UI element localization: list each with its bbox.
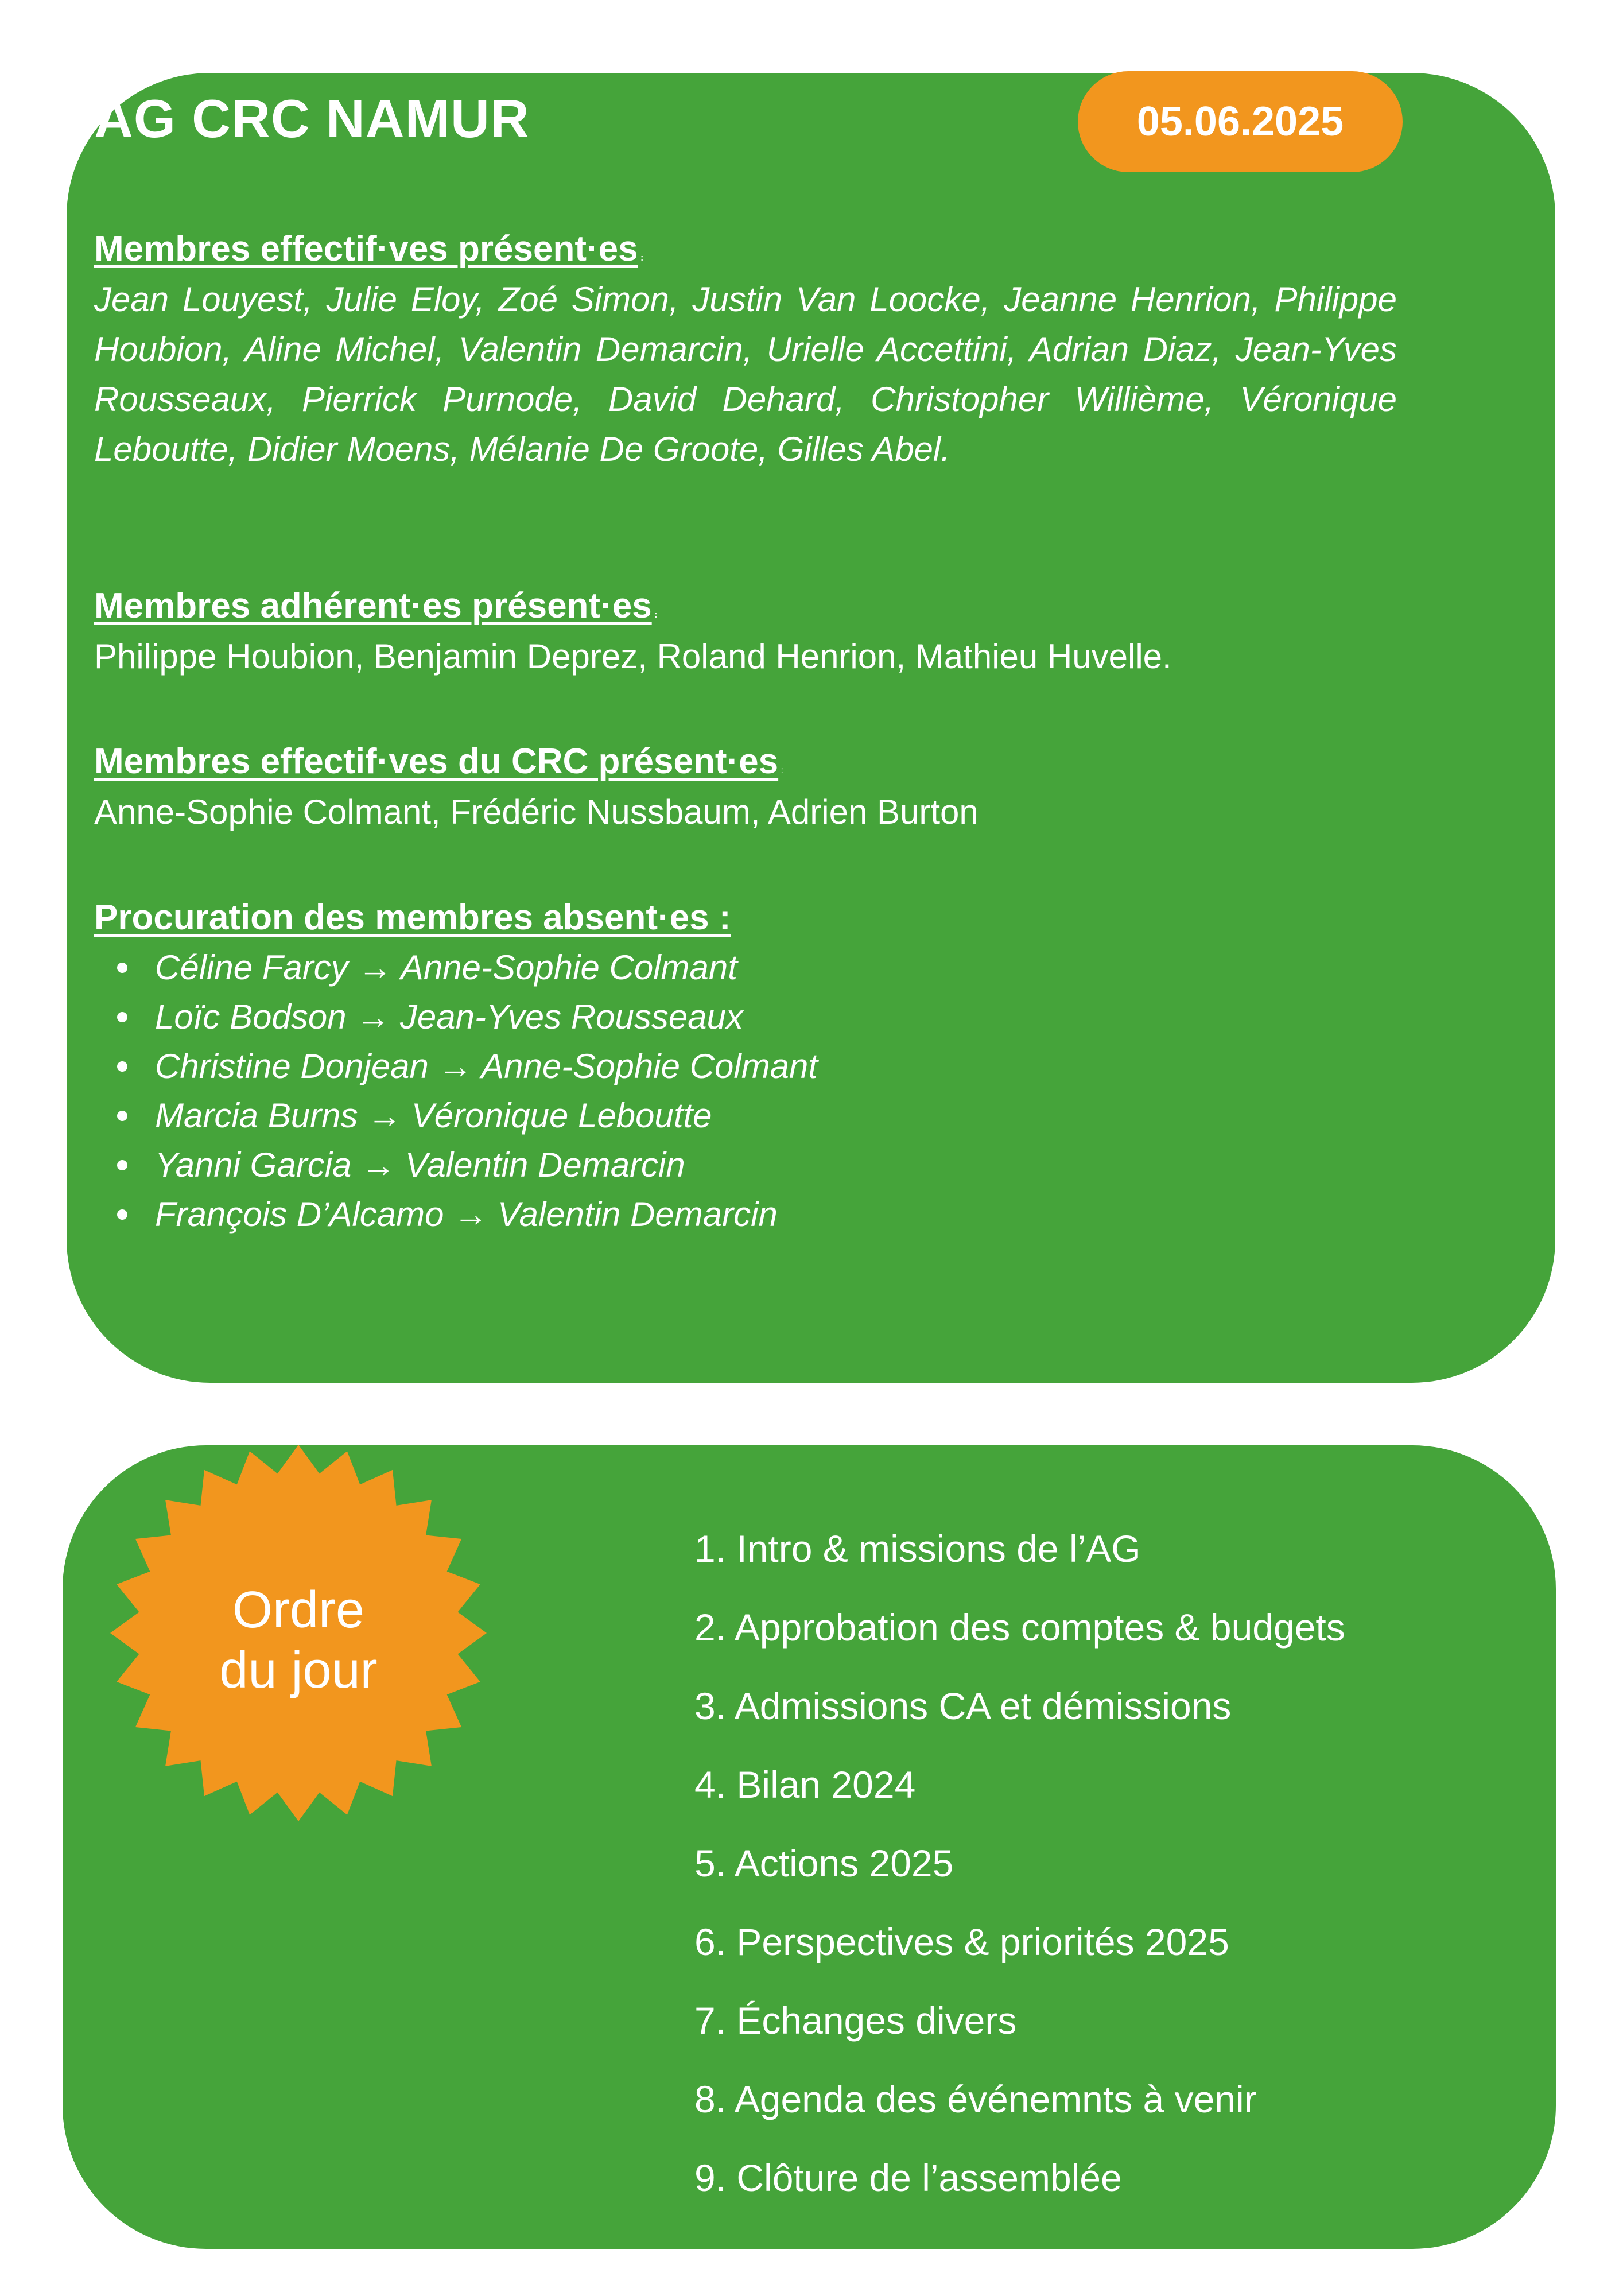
date-badge: 05.06.2025 [1078,71,1403,172]
list-item [94,1042,1397,1091]
list-item [94,1190,1397,1239]
bullet-icon [117,1160,127,1170]
section-heading: Membres effectif·ves présent·es [94,229,638,269]
section-membres-effectifs [94,224,1397,474]
proxy-list [94,943,1397,1239]
proxy-to: Anne-Sophie Colmant [400,948,737,987]
arrow-right-icon: → [358,948,393,987]
bullet-icon [117,1012,127,1022]
agenda-item: 5. Actions 2025 [694,1842,954,1884]
agenda-list [694,1510,1345,2217]
member-names: Philippe Houbion, Benjamin Deprez, Roland Henrion, Mathieu Huvelle. [94,637,1172,676]
agenda-item: 8. Agenda des événemnts à venir [694,2078,1257,2120]
list-item [94,992,1397,1042]
bullet-icon [117,1061,127,1072]
heading-colon: : [651,610,658,620]
proxy-from: Christine Donjean [155,1047,429,1085]
arrow-right-icon: → [453,1195,488,1234]
section-heading: Membres effectif·ves du CRC présent·es [94,742,779,781]
list-item [94,1141,1397,1190]
bullet-icon [117,1209,127,1220]
section-membres-adherents [94,581,1397,681]
agenda-item: 3. Admissions CA et démissions [694,1685,1232,1727]
arrow-right-icon: → [367,1096,402,1135]
agenda-item: 6. Perspectives & priorités 2025 [694,1921,1229,1963]
proxy-to: Véronique Leboutte [411,1096,712,1135]
heading-colon: : [778,766,783,775]
heading-colon: : [638,253,644,263]
seal-label-line2: du jour [219,1642,378,1699]
agenda-item: 9. Clôture de l’assemblée [694,2157,1122,2199]
arrow-right-icon: → [438,1047,473,1085]
list-item [94,943,1397,992]
agenda-item: 1. Intro & missions de l’AG [694,1527,1141,1570]
bullet-icon [117,963,127,973]
arrow-right-icon: → [361,1146,396,1184]
member-names: Jean Louyest, Julie Eloy, Zoé Simon, Justin Van Loocke, Jeanne Henrion, Philippe Houbion, Aline Michel, Valentin Demarcin, Urielle Accettini, Adrian Diaz, Jean-Yves Rousseaux, Pierrick Purnode, David Dehard, Christopher Willième, Véronique Leboutte, Didier Moens, Mélanie De Groote, Gilles Abel. [94,280,1397,468]
proxy-to: Jean-Yves Rousseaux [399,998,744,1036]
proxy-to: Valentin Demarcin [405,1146,685,1184]
proxy-from: Marcia Burns [155,1096,358,1135]
proxy-to: Anne-Sophie Colmant [481,1047,818,1085]
page-title: AG CRC NAMUR [94,88,530,149]
arrow-right-icon: → [356,998,391,1036]
member-names: Anne-Sophie Colmant, Frédéric Nussbaum, Adrien Burton [94,793,979,831]
list-item [94,1091,1397,1141]
ordre-du-jour-seal [103,1438,494,1828]
section-procuration [94,893,1397,1239]
proxy-from: François D’Alcamo [155,1195,444,1234]
section-heading: Procuration des membres absent·es : [94,898,731,937]
section-heading: Membres adhérent·es présent·es [94,586,652,626]
agenda-item: 7. Échanges divers [694,1999,1017,2042]
agenda-item: 2. Approbation des comptes & budgets [694,1606,1345,1649]
proxy-from: Céline Farcy [155,948,348,987]
bullet-icon [117,1111,127,1121]
seal-label-line1: Ordre [232,1581,365,1639]
proxy-from: Loïc Bodson [155,998,347,1036]
agenda-item: 4. Bilan 2024 [694,1763,916,1806]
section-membres-crc [94,736,1397,837]
proxy-to: Valentin Demarcin [497,1195,778,1234]
proxy-from: Yanni Garcia [155,1146,352,1184]
